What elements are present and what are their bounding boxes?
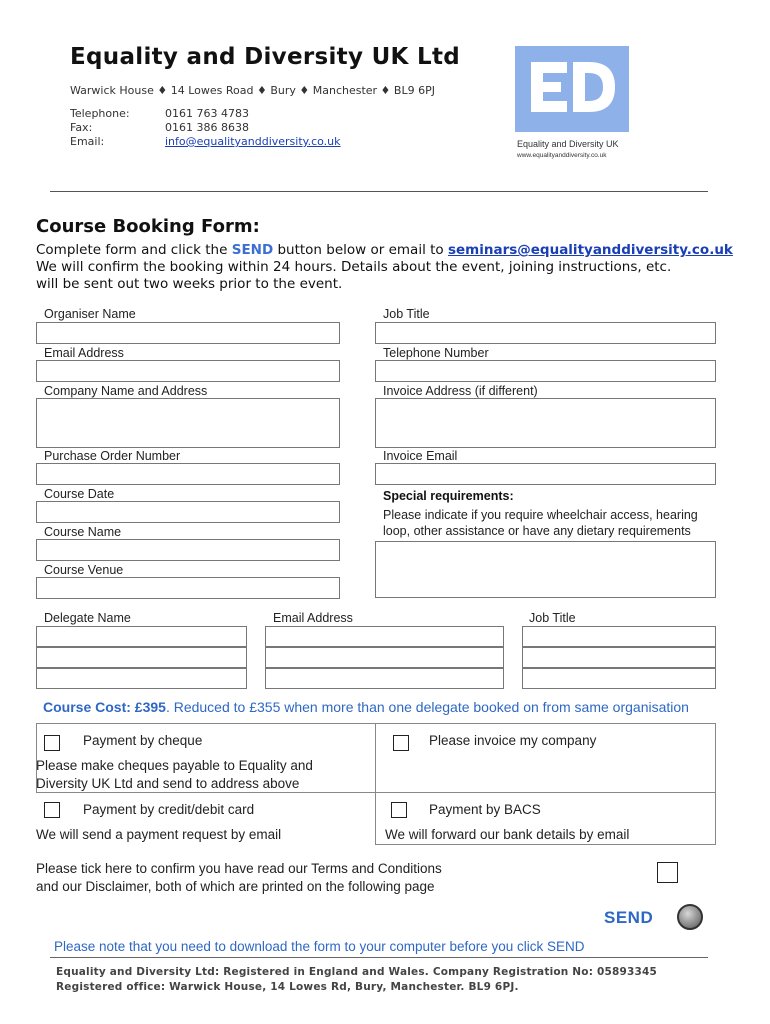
- delegate-email-header: Email Address: [273, 611, 353, 625]
- job-title-label: Job Title: [383, 307, 430, 321]
- logo-square: [515, 46, 629, 132]
- intro-line-2: We will confirm the booking within 24 hours. Details about the event, joining instructions, etc.: [36, 259, 672, 275]
- logo-url: www.equalityanddiversity.co.uk: [517, 152, 607, 159]
- footer-line-2: Registered office: Warwick House, 14 Lowes Rd, Bury, Manchester. BL9 6PJ.: [56, 981, 519, 993]
- fax-label: Fax:: [70, 121, 93, 134]
- course-cost-label: Course Cost: £395: [43, 699, 166, 715]
- intro-line-3: will be sent out two weeks prior to the event.: [36, 276, 343, 292]
- delegate-3-email-input[interactable]: [265, 668, 504, 689]
- terms-text: [36, 860, 442, 896]
- delegate-2-job-input[interactable]: [522, 647, 716, 668]
- special-requirements-title: Special requirements:: [383, 489, 514, 503]
- delegate-1-email-input[interactable]: [265, 626, 504, 647]
- invoice-address-input[interactable]: [375, 398, 716, 448]
- intro-text-2: button below or email to: [273, 242, 448, 258]
- company-address-input[interactable]: [36, 398, 340, 448]
- invoice-email-label: Invoice Email: [383, 449, 458, 463]
- telephone-number-input[interactable]: [375, 360, 716, 382]
- intro-send-word: SEND: [231, 242, 274, 258]
- delegate-3-name-input[interactable]: [36, 668, 247, 689]
- telephone-number-label: Telephone Number: [383, 346, 489, 360]
- send-button-icon[interactable]: [677, 904, 703, 930]
- email-label: Email:: [70, 135, 105, 148]
- telephone-label: Telephone:: [70, 107, 130, 120]
- footer-line-1: Equality and Diversity Ltd: Registered in England and Wales. Company Registration No: 05893345: [56, 966, 658, 978]
- invoice-address-label: Invoice Address (if different): [383, 384, 538, 398]
- organiser-name-label: Organiser Name: [44, 307, 136, 321]
- payment-table-mid: [375, 723, 376, 845]
- form-intro: [36, 242, 736, 293]
- company-name: Equality and Diversity UK Ltd: [70, 44, 460, 70]
- cheque-checkbox[interactable]: [44, 735, 60, 751]
- cheque-label: Payment by cheque: [83, 733, 203, 748]
- bacs-label: Payment by BACS: [429, 802, 541, 817]
- course-date-label: Course Date: [44, 487, 115, 501]
- delegate-2-email-input[interactable]: [265, 647, 504, 668]
- email-address-input[interactable]: [36, 360, 340, 382]
- course-venue-label: Course Venue: [44, 563, 124, 577]
- company-logo: [515, 46, 635, 171]
- telephone-value: 0161 763 4783: [165, 107, 249, 120]
- job-title-input[interactable]: [375, 322, 716, 344]
- payment-table-right: [715, 723, 716, 845]
- course-date-input[interactable]: [36, 501, 340, 523]
- email-link[interactable]: info@equalityanddiversity.co.uk: [165, 135, 341, 148]
- invoice-company-label: Please invoice my company: [429, 733, 597, 748]
- invoice-email-input[interactable]: [375, 463, 716, 485]
- card-label: Payment by credit/debit card: [83, 802, 255, 817]
- download-note: Please note that you need to download the form to your computer before you click SEND: [54, 939, 585, 954]
- delegate-1-job-input[interactable]: [522, 626, 716, 647]
- course-cost: [43, 699, 689, 715]
- purchase-order-input[interactable]: [36, 463, 340, 485]
- card-note: We will send a payment request by email: [36, 827, 282, 842]
- terms-checkbox[interactable]: [657, 862, 678, 883]
- course-name-label: Course Name: [44, 525, 122, 539]
- company-address-label: Company Name and Address: [44, 384, 208, 398]
- cheque-note-line-1: Please make cheques payable to Equality and: [36, 758, 313, 773]
- delegate-job-header: Job Title: [529, 611, 576, 625]
- special-requirements-input[interactable]: [375, 541, 716, 598]
- purchase-order-label: Purchase Order Number: [44, 449, 181, 463]
- course-name-input[interactable]: [36, 539, 340, 561]
- delegate-1-name-input[interactable]: [36, 626, 247, 647]
- payment-table-bottom: [375, 844, 716, 845]
- email-address-label: Email Address: [44, 346, 124, 360]
- cheque-note-line-2: Diversity UK Ltd and send to address above: [36, 776, 300, 791]
- course-cost-detail: . Reduced to £355 when more than one delegate booked on from same organisation: [165, 699, 689, 715]
- course-venue-input[interactable]: [36, 577, 340, 599]
- logo-caption: Equality and Diversity UK: [517, 139, 619, 149]
- card-checkbox[interactable]: [44, 802, 60, 818]
- seminars-email-link[interactable]: seminars@equalityanddiversity.co.uk: [447, 242, 733, 258]
- form-title: Course Booking Form:: [36, 216, 260, 237]
- header-divider: [50, 191, 708, 192]
- invoice-company-checkbox[interactable]: [393, 735, 409, 751]
- organiser-name-input[interactable]: [36, 322, 340, 344]
- company-address: Warwick House ♦ 14 Lowes Road ♦ Bury ♦ Manchester ♦ BL9 6PJ: [70, 84, 435, 97]
- send-label[interactable]: SEND: [604, 908, 654, 927]
- special-requirements-hint: [383, 507, 698, 539]
- footer: [56, 965, 657, 995]
- terms-line-1: Please tick here to confirm you have read our Terms and Conditions: [36, 861, 442, 876]
- footer-divider: [50, 957, 708, 958]
- delegate-2-name-input[interactable]: [36, 647, 247, 668]
- terms-line-2: and our Disclaimer, both of which are printed on the following page: [36, 879, 435, 894]
- cheque-note: [36, 757, 313, 793]
- special-requirements-line-1: Please indicate if you require wheelchair access, hearing: [383, 508, 698, 522]
- delegate-name-header: Delegate Name: [44, 611, 131, 625]
- bacs-note: We will forward our bank details by email: [385, 827, 630, 842]
- delegate-3-job-input[interactable]: [522, 668, 716, 689]
- fax-value: 0161 386 8638: [165, 121, 249, 134]
- special-requirements-line-2: loop, other assistance or have any dietary requirements: [383, 524, 691, 538]
- payment-table-top: [36, 723, 716, 724]
- intro-text-1: Complete form and click the: [36, 242, 232, 258]
- bacs-checkbox[interactable]: [391, 802, 407, 818]
- ed-logo-icon: [515, 46, 629, 132]
